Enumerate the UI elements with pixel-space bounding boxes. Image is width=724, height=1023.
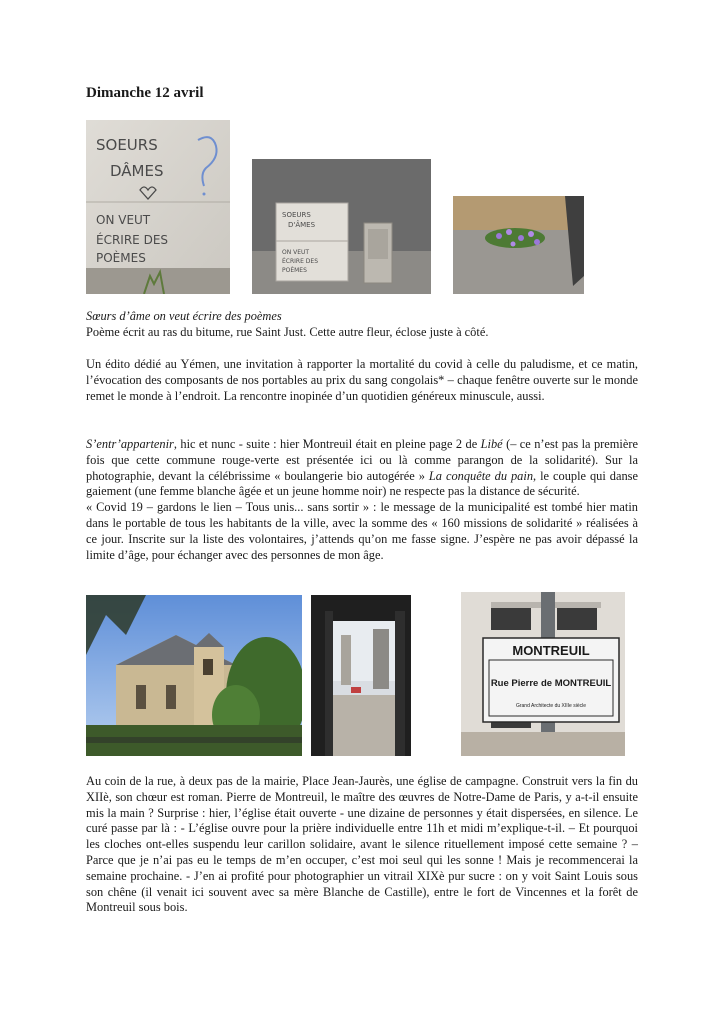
- tag-line-1: SOEURS: [96, 136, 158, 154]
- paragraph-yemen: [86, 357, 638, 404]
- photo-doorway-street: [311, 595, 411, 756]
- page-title: Dimanche 12 avril: [86, 85, 204, 101]
- sign-city: MONTREUIL: [512, 643, 590, 658]
- paragraph-yemen-text: Un édito dédié au Yémen, une invitation à rapporter la mortalité du covid à celle du paludisme, et ce matin, l’évocation des composants de nos portables au prix du sang congolais* – chaque fenêtre ouverte sur le monde remet le monde à l’endroit. La rencontre inopinée d’un quotidien généreux minuscule, aussi.: [86, 357, 638, 403]
- text-span: , le couple qui danse gaiement (une femme blanche âgée et un jeune homme noir) ne respecte pas la distance de sécurité.: [86, 468, 638, 499]
- box-tag-1: SOEURS: [282, 211, 311, 219]
- tag-line-3: ON VEUT: [96, 213, 151, 227]
- box-tag-4: ÉCRIRE DES: [282, 258, 319, 265]
- text-span: , hic et nunc - suite : hier Montreuil était en pleine page 2 de: [173, 437, 481, 451]
- paragraph-montreuil: [86, 437, 638, 563]
- sign-subtitle: Grand Architecte du XIIIe siècle: [515, 703, 587, 709]
- tag-line-2: DÂMES: [110, 162, 164, 180]
- box-tag-5: POÈMES: [282, 267, 307, 274]
- paragraph-church-text: Au coin de la rue, à deux pas de la mairie, Place Jean-Jaurès, une église de campagne. Construit vers la fin du XIIè, son chœur est roman. Pierre de Montreuil, le maître des œuvres de Notre-Dame de Paris, y a-t-il ensuite mis la main ? Surprise : hier, l’église était ouverte - une dizaine de personnes y était dispersées, en silence. Le curé passe par là : - L’église ouvre pour la prière individuelle entre 11h et midi m’explique-t-il. – Et pourquoi les cloches ont-elles suspendu leur carillon solidaire, avant le silence rituellement imposé cette semaine ? – Parce que je n’ai pas eu le temps de m’en occuper, c’est moi seul qui les sonne ! Mais je recommencerai la semaine prochaine. - J’en ai profité pour photographier un vitrail XIXè pur sucre : on y voit Saint Louis sous son chêne (il venait ici souvent avec sa mère Blanche de Castille), entre le fort de Vincennes et la forêt de Montreuil sous bois.: [86, 774, 638, 915]
- paragraph-montreuil-text: [86, 437, 638, 500]
- paragraph-church: [86, 774, 638, 916]
- paragraph-covid-message: « Covid 19 – gardons le lien – Tous unis... sans sortir » : le message de la municipalité est tombé hier matin dans le portable de tous les habitants de la ville, avec la somme des « 160 missions de solidarité » réalisées à ce jour. Inscrite sur la liste des volontaires, j’attends qu’on me fasse signe. J’espère ne pas avoir dépassé la limite d’âge, pour échanger avec des personnes de mon âge.: [86, 500, 638, 562]
- tag-line-4: ÉCRIRE DES: [96, 233, 169, 247]
- box-tag-2: D'ÂMES: [288, 221, 316, 229]
- term-sentrappartenir: S’entr’appartenir: [86, 437, 174, 451]
- term-conquete-du-pain: La conquête du pain: [428, 468, 534, 483]
- caption-text: Poème écrit au ras du bitume, rue Saint Just. Cette autre fleur, éclose juste à côté.: [86, 324, 489, 339]
- box-tag-3: ON VEUT: [282, 249, 310, 256]
- term-libe: Libé: [480, 437, 503, 451]
- photo-electrical-boxes: [252, 159, 431, 294]
- photo-street-sign: [461, 592, 625, 756]
- photo-church: [86, 595, 302, 756]
- photo-graffiti-wall: [86, 120, 230, 294]
- sign-street: Rue Pierre de MONTREUIL: [490, 678, 612, 689]
- text-span: (– ce n’est pas la première fois que cette commune rouge-verte est présentée ici ou là comme parangon de la solidarité). Sur la photographie, devant la célébrissime « boulangerie bio autogérée »: [86, 437, 638, 483]
- caption-title: Sœurs d’âme on veut écrire des poèmes: [86, 309, 282, 323]
- photo-flower-wall: [453, 196, 584, 294]
- tag-line-5: POÈMES: [96, 251, 146, 265]
- photo-caption: [86, 309, 638, 341]
